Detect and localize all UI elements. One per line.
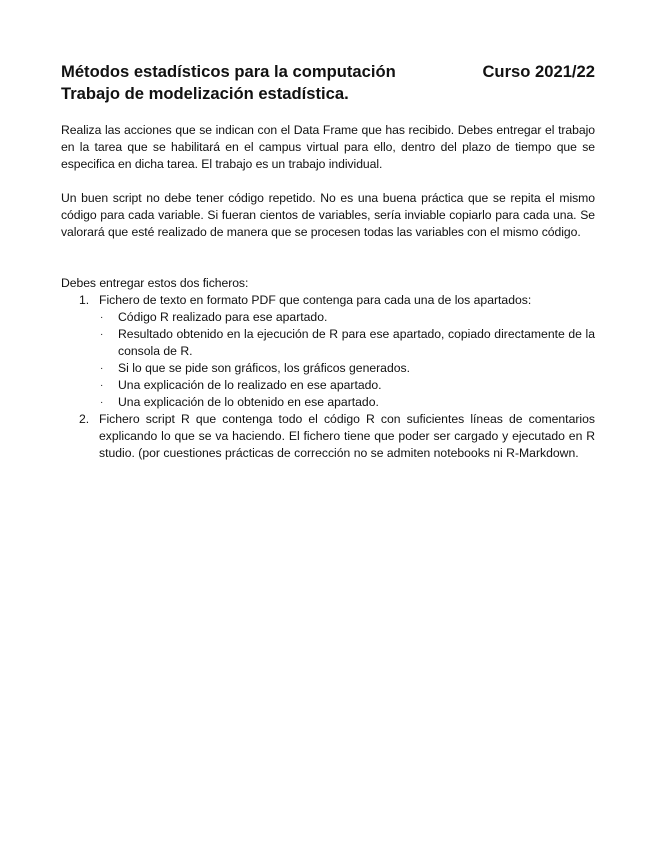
list-item-text: Código R realizado para ese apartado. <box>118 310 328 324</box>
bullet-icon: · <box>100 312 104 323</box>
deliverable-text: Fichero script R que contenga todo el código R con suficientes líneas de comentarios explicando lo que se va haciendo. El fichero tiene que poder ser cargado y ejecutado en R studio. (por cuestiones prácticas de corrección no se admiten notebooks ni R-Markdown. <box>99 412 595 460</box>
bullet-icon: · <box>100 329 104 340</box>
deliverable-item-pdf <box>61 292 595 411</box>
list-item <box>61 326 595 360</box>
document-header <box>61 61 595 105</box>
list-item-text: Resultado obtenido en la ejecución de R para ese apartado, copiado directamente de la consola de R. <box>118 327 595 358</box>
list-item <box>61 360 595 377</box>
pdf-contents-list <box>99 309 595 411</box>
deliverables-list <box>61 292 595 462</box>
script-paragraph: Un buen script no debe tener código repetido. No es una buena práctica que se repita el mismo código para cada variable. Si fueran cientos de variables, sería inviable copiarlo para cada una. Se valorará que esté realizado de manera que se procesen todas las variables con el mismo código. <box>61 191 595 239</box>
list-item <box>61 377 595 394</box>
course-title: Métodos estadísticos para la computación <box>61 62 396 81</box>
deliverable-item-script <box>61 411 595 462</box>
list-item-text: Una explicación de lo realizado en ese apartado. <box>118 378 382 392</box>
list-item <box>61 394 595 411</box>
assignment-title: Trabajo de modelización estadística. <box>61 84 349 103</box>
intro-paragraph: Realiza las acciones que se indican con el Data Frame que has recibido. Debes entregar el trabajo en la tarea que se habilitará en el campus virtual para ello, dentro del plazo de tiempo que se especifica en dicha tarea. El trabajo es un trabajo individual. <box>61 123 595 171</box>
list-item <box>61 309 595 326</box>
deliverable-text: Fichero de texto en formato PDF que contenga para cada una de los apartados: <box>99 293 532 307</box>
list-item-text: Una explicación de lo obtenido en ese apartado. <box>118 395 379 409</box>
list-number: 2. <box>79 412 90 426</box>
bullet-icon: · <box>100 397 104 408</box>
header-row <box>61 61 595 83</box>
list-item-text: Si lo que se pide son gráficos, los gráficos generados. <box>118 361 410 375</box>
list-number: 1. <box>79 293 90 307</box>
course-year: Curso 2021/22 <box>482 62 595 81</box>
deliverables-intro: Debes entregar estos dos ficheros: <box>61 276 249 290</box>
bullet-icon: · <box>100 363 104 374</box>
bullet-icon: · <box>100 380 104 391</box>
